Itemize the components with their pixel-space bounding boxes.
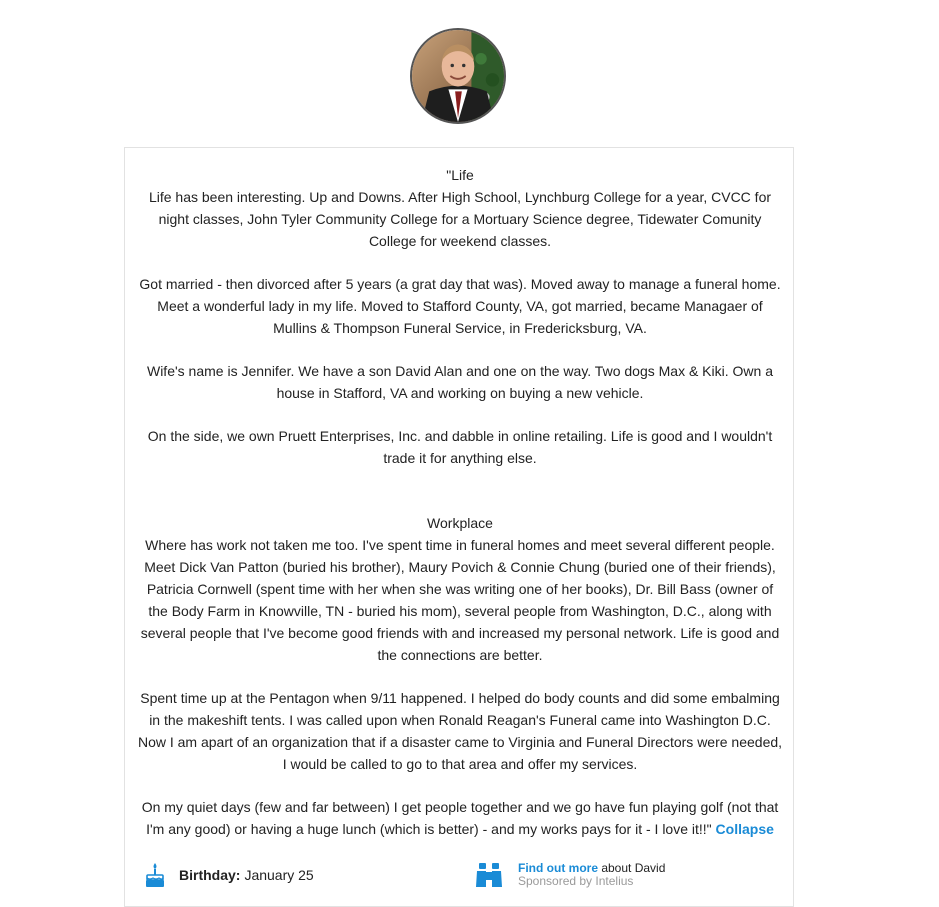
find-more-row — [475, 860, 665, 890]
workplace-paragraph-3 — [137, 796, 783, 840]
find-more-suffix: about David — [598, 861, 666, 875]
workplace-paragraph-2: Spent time up at the Pentagon when 9/11 happened. I helped do body counts and did some embalming in the makeshift tents. I was called upon when Ronald Reagan's Funeral came into Washington D.C. Now I am apart of an organization that if a disaster came to Virginia and Funeral Directors were needed, I would be called to go to that area and offer my services. — [137, 690, 783, 772]
binoculars-icon — [475, 862, 503, 888]
profile-card — [124, 147, 794, 907]
birthday-value: January 25 — [244, 867, 314, 883]
birthday-row — [145, 860, 314, 890]
life-paragraph-3: Wife's name is Jennifer. We have a son David Alan and one on the way. Two dogs Max & Kiki. Own a house in Stafford, VA and working on buying a new vehicle. — [146, 363, 773, 401]
workplace-paragraph-3-text: On my quiet days (few and far between) I get people together and we go have fun playing golf (not that I'm any good) or having a huge lunch (which is better) - and my works pays for it - I love it!!" — [141, 799, 779, 837]
bio-section — [137, 164, 783, 840]
life-heading: "Life — [446, 167, 474, 183]
find-more-block — [518, 862, 665, 888]
life-paragraph-1: Life has been interesting. Up and Downs. After High School, Lynchburg College for a year, CVCC for night classes, John Tyler Community College for a Mortuary Science degree, Tidewater Comunity College for weekend classes. — [148, 189, 772, 249]
cake-icon — [145, 861, 165, 889]
find-out-more-link[interactable]: Find out more — [518, 861, 598, 875]
sponsor-text: Sponsored by Intelius — [518, 874, 634, 888]
life-paragraph-4: On the side, we own Pruett Enterprises, Inc. and dabble in online retailing. Life is good and I wouldn't trade it for anything else. — [147, 428, 773, 466]
birthday-label: Birthday: — [179, 867, 241, 883]
workplace-paragraph-1: Where has work not taken me too. I've spent time in funeral homes and meet several different people. Meet Dick Van Patton (buried his brother), Maury Povich & Connie Chung (buried one of their friends), Patricia Cornwell (spent time with her when she was writing one of her books), Dr. Bill Bass (owner of the Body Farm in Knowville, TN - buried his mom), several people from Washington, D.C., along with several people that I've become good friends with and increased my personal network. Life is good and the connections are better. — [140, 537, 780, 663]
workplace-heading: Workplace — [427, 515, 493, 531]
life-paragraph-2: Got married - then divorced after 5 years (a grat day that was). Moved away to manage a funeral home. Meet a wonderful lady in my life. Moved to Stafford County, VA, got married, became Managaer of Mullins & Thompson Funeral Service, in Fredericksburg, VA. — [139, 276, 781, 336]
collapse-link[interactable]: Collapse — [715, 821, 774, 837]
avatar — [410, 28, 506, 124]
avatar-photo — [412, 30, 504, 122]
